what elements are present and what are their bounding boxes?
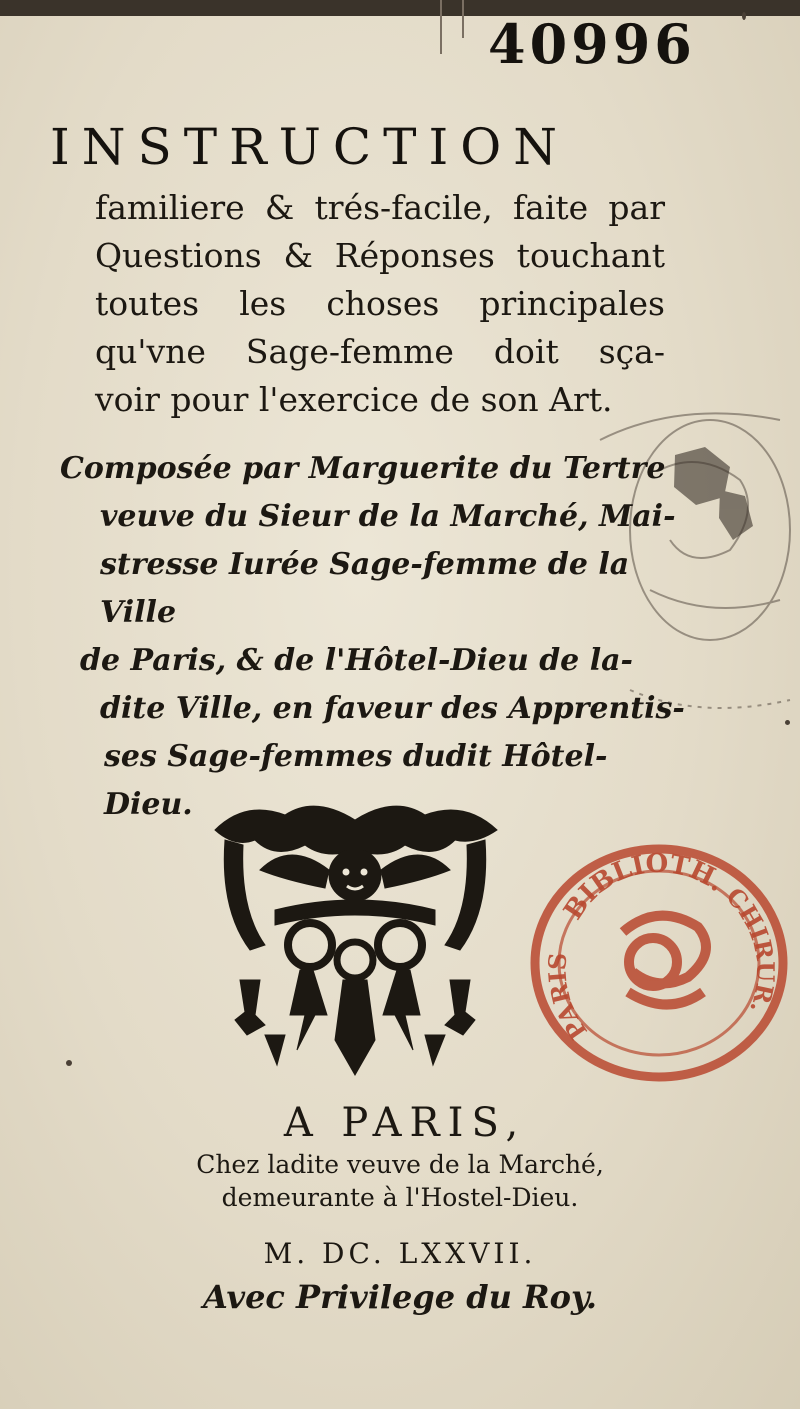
imprint-publisher: Chez ladite veuve de la Marché,: [196, 1150, 604, 1179]
imprint-address: demeurante à l'Hostel-Dieu.: [221, 1183, 579, 1212]
stamp-monogram: [623, 916, 706, 1005]
imprint-date: M. DC. LXXVII.: [263, 1237, 537, 1270]
stamp-text-left: PARIS: [542, 951, 593, 1045]
royal-privilege: Avec Privilege du Roy.: [202, 1278, 598, 1316]
paper-speck: [785, 720, 790, 725]
stamp-text-top: BIBLIOTH.: [558, 848, 731, 926]
pencil-mark: [462, 0, 464, 38]
stamp-text-right: CHIRUR.: [720, 881, 781, 1018]
author-line: de Paris, & de l'Hôtel-Dieu de la-: [80, 643, 633, 678]
subtitle-line: toutes les choses principales: [95, 284, 665, 323]
pencil-mark: [440, 0, 442, 54]
subtitle-line: voir pour l'exercice de son Art.: [95, 380, 613, 419]
imprint-city: A PARIS,: [283, 1100, 527, 1146]
paper-speck: [742, 12, 746, 20]
subtitle-line: familiere & trés-facile, faite par: [95, 188, 665, 227]
subtitle-line: Questions & Réponses touchant: [95, 236, 665, 275]
author-line: ses Sage-femmes dudit Hôtel-: [104, 739, 608, 774]
author-statement: [60, 445, 710, 829]
author-line: Dieu.: [104, 787, 193, 822]
shelfmark-number: 40996: [488, 12, 696, 76]
library-ownership-stamp: [528, 842, 790, 1084]
author-line: stresse Iurée Sage-femme de la Ville: [100, 547, 630, 630]
author-line: veuve du Sieur de la Marché, Mai-: [100, 499, 676, 534]
subtitle-line: qu'vne Sage-femme doit sça-: [95, 332, 665, 371]
author-line: Composée par Marguerite du Tertre: [60, 451, 666, 486]
paper-speck: [66, 1060, 72, 1066]
book-title: INSTRUCTION: [50, 118, 569, 176]
woodcut-ornament: [205, 800, 505, 1080]
author-line: dite Ville, en faveur des Apprentis-: [100, 691, 685, 726]
